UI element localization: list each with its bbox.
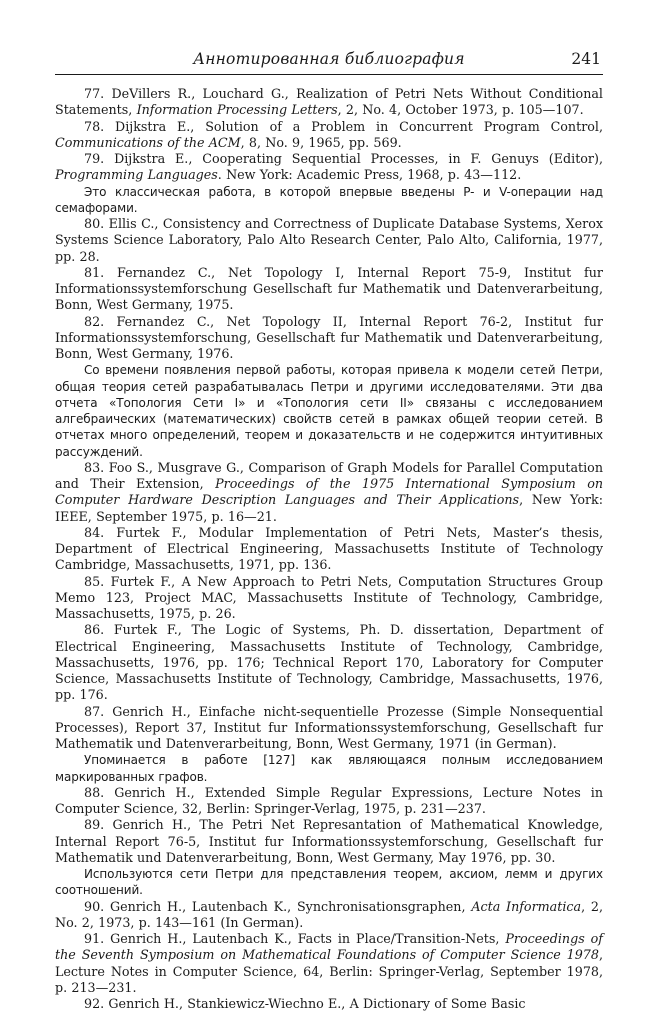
bibliography-entry [55,151,603,184]
entry-text: Fernandez C., Net Topology I, Internal Report 75-9, Institut fur Informationssystemforschung Gesellschaft fur Mathematik und Datenverarbeitung, Bonn, West Germany, 1975. [55,264,603,313]
entry-publication-title: Programming Languages [55,167,218,183]
entry-number: 84. [84,524,105,540]
entry-details: , 2, No. 2, 1973, p. 143—161 (In German). [55,898,603,930]
annotation-paragraph: Упоминается в работе [127] как являющаяся полным исследованием маркированных графов. [55,753,603,784]
entry-number: 85. [84,573,105,589]
bibliography-entry [55,525,603,574]
entry-text: Ellis C., Consistency and Correctness of Duplicate Database Systems, Xerox Systems Science Laboratory, Palo Alto Research Center, Palo Alto, California, 1977, pp. 28. [55,216,603,264]
entry-number: 86. [84,622,105,638]
entry-text: Genrich H., The Petri Net Represantation of Mathematical Knowledge, Internal Report 76-5, Institut fur Informationssystemforschung, Gesellschaft fur Mathematik und Datenverarbeitung, Bonn, West Germany, May 1976, pp. 30. [55,817,603,865]
book-page [55,0,603,1011]
entry-number: 90. [84,898,105,914]
page-title: Аннотированная библиография [193,50,465,68]
entry-publication-title: Information Processing Letters [136,102,338,118]
entry-publication-title: Proceedings of the Seventh Symposium on Mathematical Foundations of Computer Science 1978 [55,931,603,963]
bibliography-entry [55,265,603,314]
annotation-paragraph: Используются сети Петри для представления теорем, аксиом, лемм и других соотношений. [55,867,603,898]
page-number: 241 [571,50,601,68]
bibliography-entry [55,460,603,525]
bibliography-entry [55,86,603,119]
entry-publication-title: Communications of the ACM [55,134,241,150]
bibliography-text [55,86,603,1012]
entry-details: , 8, No. 9, 1965, pp. 569. [240,134,402,150]
entry-text: Genrich H., Stankiewicz-Wiechno E., A Dictionary of Some Basic [104,996,526,1011]
entry-number: 87. [84,703,105,719]
entry-number: 92. [84,996,105,1011]
bibliography-entry [55,996,603,1012]
bibliography-entry [55,785,603,818]
entry-text: Genrich H., Lautenbach K., Facts in Place/Transition-Nets, [104,931,506,946]
bibliography-entry [55,216,603,265]
entry-text: DeVillers R., Louchard G., Realization of Petri Nets Without Conditional Statements, [55,86,603,118]
bibliography-entry [55,704,603,753]
entry-number: 82. [84,313,105,329]
entry-number: 80. [84,216,105,231]
entry-number: 89. [84,817,105,833]
entry-number: 91. [84,931,105,946]
entry-number: 88. [84,784,105,800]
entry-number: 79. [84,151,105,166]
bibliography-entry [55,622,603,703]
entry-details: , Lecture Notes in Computer Science, 64, Berlin: Springer-Verlag, September 1978, p. 213—231. [55,947,603,995]
entry-number: 83. [84,459,105,475]
bibliography-entry [55,817,603,866]
entry-number: 78. [84,118,105,134]
bibliography-entry [55,574,603,623]
annotation-paragraph: Со времени появления первой работы, которая привела к модели сетей Петри, общая теория сетей разрабатывалась Петри и другими исследователями. Эти два отчета «Топология Сети I» и «Топология сети II» связаны с исследованием алгебраических (математических) свойств сетей в рамках общей теории сетей. В отчетах много определений, теорем и доказательств и не содержится интуитивных рассуждений. [55,363,603,459]
entry-text: Dijkstra E., Solution of a Problem in Concurrent Program Control, [104,118,603,134]
bibliography-entry [55,899,603,932]
entry-text: Furtek F., The Logic of Systems, Ph. D. dissertation, Department of Electrical Engineering, Massachusetts Institute of Technology, Cambridge, Massachusetts, 1976, pp. 176; Technical Report 170, Laboratory for Computer Science, Massachusetts Institute of Technology, Cambridge, Massachusetts, 1976, pp. 176. [55,622,603,703]
entry-text: Genrich H., Extended Simple Regular Expressions, Lecture Notes in Computer Science, 32, Berlin: Springer-Verlag, 1975, p. 231—237. [55,784,603,816]
entry-text: Dijkstra E., Cooperating Sequential Processes, in F. Genuys (Editor), [104,151,603,166]
entry-text: Furtek F., Modular Implementation of Petri Nets, Master’s thesis, Department of Electrical Engineering, Massachusetts Institute of Technology Cambridge, Massachusetts, 1971, pp. 136. [55,524,603,573]
bibliography-entry [55,931,603,996]
entry-text: Genrich H., Lautenbach K., Synchronisationsgraphen, [104,898,472,914]
entry-text: Genrich H., Einfache nicht-sequentielle Prozesse (Simple Nonsequential Processes), Report 37, Institut fur Informationssystemforschung, Gesellschaft fur Mathematik und Datenverarbeitung, Bonn, West Germany, 1971 (in German). [55,703,603,751]
entry-text: Furtek F., A New Approach to Petri Nets, Computation Structures Group Memo 123, Project MAC, Massachusetts Institute of Technology, Cambridge, Massachusetts, 1975, p. 26. [55,573,603,621]
entry-number: 81. [84,264,105,280]
entry-text: Foo S., Musgrave G., Comparison of Graph Models for Parallel Computation and Their Extension, [55,459,603,491]
bibliography-entry [55,314,603,363]
entry-text: Fernandez C., Net Topology II, Internal Report 76-2, Institut fur Informationssystemforschung, Gesellschaft fur Mathematik und Datenverarbeitung, Bonn, West Germany, 1976. [55,313,603,361]
entry-details: . New York: Academic Press, 1968, p. 43—112. [217,167,522,183]
bibliography-entry [55,119,603,152]
entry-publication-title: Proceedings of the 1975 International Symposium on Computer Hardware Description Languages and Their Applications [55,476,603,508]
entry-details: , 2, No. 4, October 1973, p. 105—107. [337,102,584,118]
entry-number: 77. [84,86,105,101]
entry-details: , New York: IEEE, September 1975, p. 16—21. [55,492,603,524]
entry-publication-title: Acta Informatica [471,898,582,914]
annotation-paragraph: Это классическая работа, в которой впервые введены P- и V-операции над семафорами. [55,184,603,215]
running-head [55,48,603,75]
